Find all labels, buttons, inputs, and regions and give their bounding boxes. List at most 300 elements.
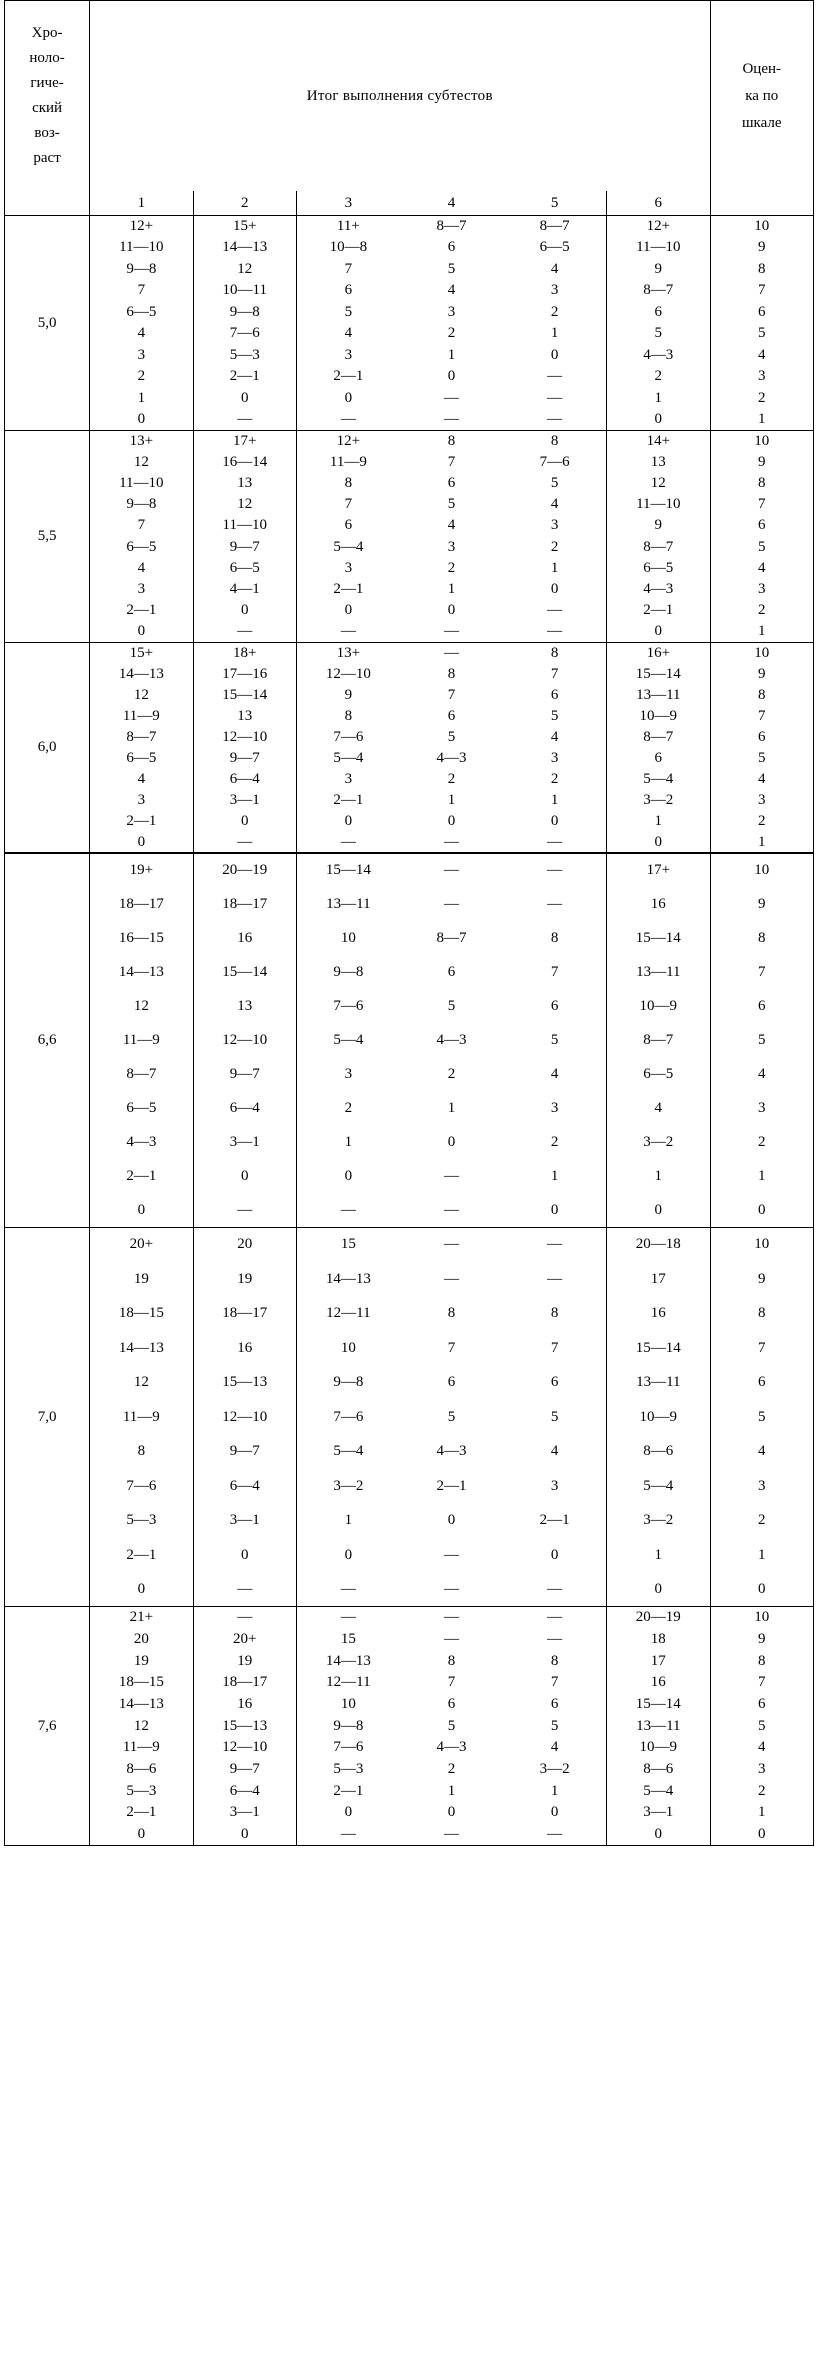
subtest-value-cell: 2—1 — [90, 600, 193, 621]
scale-score-cell: 3 — [710, 1091, 814, 1125]
subtest-value-cell: — — [503, 832, 606, 853]
subtest-value-cell: 12 — [193, 494, 296, 515]
subtest-value-cell: 11+ — [296, 216, 399, 238]
subtest-value-cell: 0 — [503, 1193, 606, 1227]
table-row — [5, 1802, 814, 1824]
subtest-value-cell: 2—1 — [503, 1503, 606, 1538]
scale-column-header: Оцен- ка по шкале — [710, 1, 814, 192]
subtest-value-cell: 0 — [607, 409, 710, 431]
subtest-value-cell: — — [444, 1167, 459, 1184]
subtest-value-cell: 11—9 — [90, 1400, 193, 1435]
subtest-value-cell: — — [400, 1607, 503, 1629]
subtest-value-cell: 0 — [193, 1538, 296, 1573]
subtest-value-cell: 20 — [193, 1227, 296, 1262]
subtest-value-cell: 4 — [447, 282, 456, 299]
subtest-value-cell: 9—7 — [193, 1057, 296, 1091]
subtest-value-cell: 6—5 — [90, 302, 193, 324]
subtest-value-cell: 2 — [447, 325, 456, 342]
subtest-value-cell: 14—13 — [325, 1270, 371, 1287]
subtest-value-cell: 12—10 — [193, 1737, 296, 1759]
scale-score-cell: 10 — [710, 1607, 814, 1629]
subtest-value-cell: 18—15 — [90, 1296, 193, 1331]
scale-score-cell: 10 — [710, 431, 814, 452]
subtest-value-cell: 8 — [344, 707, 353, 724]
subtest-value-cell: 7 — [503, 1672, 606, 1694]
subtest-value-cell: 1 — [607, 811, 710, 832]
subtest-value-cell: 4—3 — [607, 579, 710, 600]
age-column-header: Хро- ноло- гиче- ский воз- раст — [5, 1, 90, 192]
subtest-value-cell: 2 — [90, 366, 193, 388]
subtest-value-cell: 19+ — [90, 853, 193, 887]
scale-score-cell: 9 — [710, 237, 814, 259]
subtest-value-cell: 18—17 — [90, 887, 193, 921]
scale-score-cell: 0 — [710, 1572, 814, 1607]
table-row — [5, 1193, 814, 1227]
scale-score-cell: 2 — [710, 600, 814, 621]
subtest-value-cell: 7 — [90, 280, 193, 302]
subtest-value-cell: 14—13 — [90, 1694, 193, 1716]
table-row — [5, 621, 814, 642]
subtest-value-cell: 3 — [90, 790, 193, 811]
subtest-value-cell: 2—1 — [333, 792, 364, 809]
subtest-value-cell: 16+ — [607, 642, 710, 663]
table-row — [5, 237, 814, 259]
subtest-value-cell: — — [193, 409, 296, 431]
table-row — [5, 280, 814, 302]
subtest-value-cell: 8—7 — [400, 216, 503, 238]
subtest-value-cell: 13—11 — [607, 955, 710, 989]
table-row — [5, 1538, 814, 1573]
subtest-value-cell: 6 — [503, 685, 606, 706]
scale-score-cell: 4 — [710, 345, 814, 367]
subtest-value-cell: 0 — [447, 1133, 456, 1150]
scale-score-cell: 9 — [710, 663, 814, 684]
subtest-value-cell: 5 — [607, 323, 710, 345]
age-cell: 7,0 — [5, 1227, 90, 1607]
scale-score-cell: 4 — [710, 558, 814, 579]
subtest-value-cell: 6 — [344, 517, 353, 534]
subtest-value-cell: 9—8 — [193, 302, 296, 324]
subtest-value-cell: 13 — [193, 473, 296, 494]
scale-score-cell: 3 — [710, 790, 814, 811]
subtest-value-cell: 3 — [344, 1065, 353, 1082]
subtest-value-cell: — — [400, 642, 503, 663]
subtest-value-cell: 12—11 — [326, 1674, 371, 1691]
subtest-value-cell: 7—6 — [193, 323, 296, 345]
subtest-value-cell: 5 — [344, 303, 353, 320]
scale-score-cell: 7 — [710, 494, 814, 515]
scale-score-cell: 1 — [710, 1159, 814, 1193]
scale-score-cell: 1 — [710, 832, 814, 853]
subtest-value-cell: 1 — [344, 1133, 353, 1150]
subtest-value-cell: 1 — [447, 1099, 456, 1116]
subtest-value-cell: 6 — [447, 963, 456, 980]
subtest-value-cell: 12—10 — [193, 727, 296, 748]
table-row — [5, 921, 814, 955]
scale-score-cell: 6 — [710, 1365, 814, 1400]
subtest-value-cell: — — [444, 1270, 459, 1287]
subtest-value-cell: 0 — [193, 600, 296, 621]
scale-score-cell: 2 — [710, 811, 814, 832]
subtests-title: Итог выполнения субтестов — [90, 1, 710, 192]
subtest-value-cell: 2 — [503, 302, 606, 324]
scale-score-cell: 2 — [710, 1503, 814, 1538]
subtest-value-cell: 3—1 — [193, 1503, 296, 1538]
subtest-value-cell: 9 — [607, 259, 710, 281]
subtest-value-cell: 14—13 — [90, 1331, 193, 1366]
subtest-value-cell: 14—13 — [90, 955, 193, 989]
subtest-value-cell: 0 — [344, 1546, 353, 1563]
subtest-value-cell: 3—1 — [193, 790, 296, 811]
subtest-value-cell: — — [400, 1227, 503, 1262]
subtest-value-cell: 9—7 — [193, 536, 296, 557]
table-row — [5, 853, 814, 887]
subtest-value-cell: 20 — [90, 1629, 193, 1651]
subtest-value-cell: 5—4 — [333, 538, 364, 555]
subtest-value-cell: 0 — [447, 368, 456, 385]
scale-score-cell: 0 — [710, 1824, 814, 1846]
scale-score-cell: 6 — [710, 515, 814, 536]
scale-score-cell: 1 — [710, 409, 814, 431]
subtest-value-cell: 5 — [447, 260, 456, 277]
subtest-value-cell: 2—1 — [90, 811, 193, 832]
subtest-value-cell: 12 — [90, 452, 193, 473]
subtest-value-cell: — — [503, 366, 606, 388]
subtest-value-cell: 3 — [503, 1469, 606, 1504]
subtest-value-cell: 5—3 — [193, 345, 296, 367]
subtest-value-cell: 6—5 — [90, 536, 193, 557]
subtest-value-cell: 19 — [90, 1262, 193, 1297]
subtest-value-cell: 20—19 — [193, 853, 296, 887]
subtest-value-cell: 2—1 — [333, 368, 364, 385]
subtest-value-cell: — — [503, 1824, 606, 1846]
subtest-value-cell: 8—7 — [436, 929, 467, 946]
subtest-value-cell: 0 — [193, 1824, 296, 1846]
subtest-value-cell: 18 — [607, 1629, 710, 1651]
subtest-value-cell: 12—10 — [193, 1023, 296, 1057]
subtest-value-cell: 6 — [503, 1365, 606, 1400]
subtest-value-cell: 7 — [503, 1331, 606, 1366]
subtest-value-cell: 0 — [90, 1572, 193, 1607]
subtest-value-cell: 15—13 — [193, 1715, 296, 1737]
subtest-value-cell: 4—3 — [436, 1443, 467, 1460]
subtest-value-cell: 5 — [447, 1408, 456, 1425]
subtest-value-cell: 16 — [193, 921, 296, 955]
subtest-value-cell: 19 — [90, 1650, 193, 1672]
subtest-value-cell: 7 — [503, 663, 606, 684]
subtest-value-cell: 13—11 — [607, 1365, 710, 1400]
subtest-value-cell: 5 — [503, 1715, 606, 1737]
subtest-value-cell: 6 — [447, 239, 456, 256]
scale-score-cell: 9 — [710, 1262, 814, 1297]
table-row — [5, 832, 814, 853]
subtest-value-cell: 8 — [447, 1652, 456, 1669]
subtest-value-cell: — — [400, 1193, 503, 1227]
subtest-value-cell: 8—7 — [90, 727, 193, 748]
subtest-value-cell: 18—17 — [193, 1296, 296, 1331]
subtest-value-cell: 0 — [90, 409, 193, 431]
subtest-value-cell: 12 — [90, 1715, 193, 1737]
subtest-value-cell: 15+ — [193, 216, 296, 238]
subtest-value-cell: 8 — [503, 1650, 606, 1672]
table-row — [5, 1434, 814, 1469]
subtest-value-cell: 15—14 — [607, 921, 710, 955]
subtest-value-cell: 9—8 — [333, 1374, 364, 1391]
table-row — [5, 887, 814, 921]
table-row — [5, 1629, 814, 1651]
subtest-value-cell: 11—10 — [90, 473, 193, 494]
subtest-value-cell: — — [444, 1630, 459, 1647]
table-row — [5, 642, 814, 663]
subtest-value-cell: 1 — [90, 388, 193, 410]
subtest-value-cell: 14—13 — [193, 237, 296, 259]
subtest-value-cell: 4—3 — [90, 1125, 193, 1159]
subtest-value-cell: 8 — [503, 431, 606, 452]
subtest-value-cell: — — [444, 895, 459, 912]
subtest-value-cell: — — [296, 832, 399, 853]
subtest-value-cell: — — [503, 853, 606, 887]
subtest-value-cell: 4 — [90, 769, 193, 790]
subtest-value-cell: 5 — [503, 1400, 606, 1435]
subtest-value-cell: 16—15 — [90, 921, 193, 955]
subtest-value-cell: 11—10 — [607, 237, 710, 259]
subtest-value-cell: 10—9 — [607, 989, 710, 1023]
subtest-value-cell: 1 — [447, 346, 456, 363]
age-header-spacer — [5, 191, 90, 216]
subtest-value-cell: 12 — [90, 989, 193, 1023]
age-cell: 6,6 — [5, 853, 90, 1227]
subtest-value-cell: 4 — [503, 259, 606, 281]
subtest-value-cell: 17 — [607, 1262, 710, 1297]
subtest-value-cell: 19 — [193, 1650, 296, 1672]
subtest-value-cell: 17—16 — [193, 663, 296, 684]
subtest-value-cell: — — [503, 1227, 606, 1262]
subtest-value-cell: 9—7 — [193, 748, 296, 769]
table-row — [5, 769, 814, 790]
scale-score-cell: 3 — [710, 1469, 814, 1504]
subtest-value-cell: 1 — [607, 1538, 710, 1573]
subtest-value-cell: 9—8 — [333, 963, 364, 980]
subtest-value-cell: 4—3 — [436, 749, 467, 766]
scale-score-cell: 7 — [710, 706, 814, 727]
subtest-value-cell: 0 — [344, 1167, 353, 1184]
table-row — [5, 685, 814, 706]
scale-score-cell: 9 — [710, 1629, 814, 1651]
subtest-value-cell: 4—3 — [436, 1031, 467, 1048]
table-row — [5, 259, 814, 281]
subtest-value-cell: 2 — [447, 770, 456, 787]
subtest-value-cell: 12+ — [296, 431, 399, 452]
subtest-value-cell: 14—13 — [90, 663, 193, 684]
subtest-value-cell: 5—4 — [333, 1031, 364, 1048]
table-row — [5, 1262, 814, 1297]
subtest-value-cell: — — [503, 887, 606, 921]
subtest-value-cell: 4 — [503, 1434, 606, 1469]
scale-score-cell: 10 — [710, 642, 814, 663]
subtest-value-cell: 8 — [503, 1296, 606, 1331]
table-row — [5, 727, 814, 748]
subtest-value-cell: 5—3 — [90, 1503, 193, 1538]
subtest-value-cell: — — [296, 1607, 399, 1629]
subtest-value-cell: 8—7 — [607, 280, 710, 302]
subtest-value-cell: 1 — [607, 388, 710, 410]
subtest-value-cell: 4 — [503, 1737, 606, 1759]
subtest-value-cell: 6—5 — [503, 237, 606, 259]
subtest-value-cell: 0 — [503, 1538, 606, 1573]
subtest-value-cell: 15—14 — [296, 853, 399, 887]
table-row — [5, 473, 814, 494]
subtest-value-cell: 8—6 — [607, 1434, 710, 1469]
subtest-value-cell: 13 — [193, 706, 296, 727]
scale-score-cell: 1 — [710, 621, 814, 642]
scale-score-cell: 6 — [710, 727, 814, 748]
scale-score-cell: 4 — [710, 1737, 814, 1759]
subtest-value-cell: 5—4 — [607, 769, 710, 790]
subtest-value-cell: 13 — [193, 989, 296, 1023]
subtest-value-cell: 5 — [447, 728, 456, 745]
subtest-value-cell: 7—6 — [333, 728, 364, 745]
subtest-value-cell: 6 — [607, 748, 710, 769]
subtest-value-cell: 7—6 — [503, 452, 606, 473]
subtest-value-cell: 5 — [447, 997, 456, 1014]
subtest-value-cell: 0 — [344, 1804, 353, 1821]
subtest-value-cell: 9—7 — [193, 1759, 296, 1781]
subtest-value-cell: 6—4 — [193, 769, 296, 790]
subtest-value-cell: — — [193, 1607, 296, 1629]
subtest-value-cell: 16 — [193, 1331, 296, 1366]
scale-score-cell: 2 — [710, 1125, 814, 1159]
subtest-value-cell: 3—2 — [503, 1759, 606, 1781]
subtest-value-cell: 13+ — [296, 642, 399, 663]
subtest-value-cell: 2 — [344, 1099, 353, 1116]
subtest-value-cell: 8 — [503, 642, 606, 663]
subtest-value-cell: 3 — [503, 748, 606, 769]
subtest-number: 1 — [90, 191, 193, 216]
scale-score-cell: 6 — [710, 989, 814, 1023]
subtest-value-cell: 4 — [607, 1091, 710, 1125]
subtest-value-cell: 18—15 — [90, 1672, 193, 1694]
subtest-value-cell: 0 — [193, 1159, 296, 1193]
table-row — [5, 1737, 814, 1759]
norms-table — [4, 0, 814, 1846]
subtest-number: 4 — [400, 191, 503, 216]
subtest-value-cell: 3 — [344, 346, 353, 363]
subtest-value-cell: 10 — [340, 1695, 356, 1712]
table-row — [5, 1694, 814, 1716]
subtest-value-cell: 16 — [607, 887, 710, 921]
table-row — [5, 1469, 814, 1504]
subtest-value-cell: 3 — [447, 538, 456, 555]
subtest-value-cell: 2 — [447, 1065, 456, 1082]
subtest-value-cell: 13+ — [90, 431, 193, 452]
subtest-value-cell: 2 — [447, 1760, 456, 1777]
table-row — [5, 1715, 814, 1737]
subtest-value-cell: 13 — [607, 452, 710, 473]
table-row — [5, 1365, 814, 1400]
table-row — [5, 1227, 814, 1262]
subtest-value-cell: 11—9 — [329, 453, 367, 470]
table-row — [5, 1650, 814, 1672]
table-row — [5, 452, 814, 473]
subtest-value-cell: 4—1 — [193, 579, 296, 600]
subtest-value-cell: 19 — [193, 1262, 296, 1297]
table-row — [5, 600, 814, 621]
subtest-value-cell: 0 — [447, 813, 456, 830]
subtest-value-cell: 3—2 — [607, 1125, 710, 1159]
subtest-value-cell: — — [400, 832, 503, 853]
subtest-value-cell: 17+ — [607, 853, 710, 887]
scale-score-cell: 8 — [710, 685, 814, 706]
scale-score-cell: 8 — [710, 921, 814, 955]
subtest-value-cell: 15—14 — [193, 685, 296, 706]
subtest-value-cell: — — [503, 600, 606, 621]
subtest-value-cell: 0 — [607, 832, 710, 853]
subtest-value-cell: 0 — [447, 1804, 456, 1821]
subtest-value-cell: 1 — [447, 792, 456, 809]
age-cell: 6,0 — [5, 642, 90, 853]
subtest-value-cell: 12+ — [90, 216, 193, 238]
subtest-value-cell: 5—4 — [607, 1780, 710, 1802]
scale-score-cell: 10 — [710, 216, 814, 238]
subtest-value-cell: 0 — [607, 1824, 710, 1846]
subtest-value-cell: 9—8 — [333, 1717, 364, 1734]
subtest-value-cell: 16 — [193, 1694, 296, 1716]
subtest-value-cell: 2—1 — [90, 1159, 193, 1193]
subtest-value-cell: 6—5 — [193, 558, 296, 579]
scale-score-cell: 1 — [710, 1538, 814, 1573]
subtest-value-cell: 0 — [90, 1193, 193, 1227]
subtest-value-cell: 10—8 — [329, 239, 368, 256]
subtest-value-cell: 5 — [503, 1023, 606, 1057]
subtest-value-cell: — — [503, 409, 606, 431]
table-row — [5, 579, 814, 600]
subtest-value-cell: 8—6 — [607, 1759, 710, 1781]
subtest-value-cell: 11—9 — [90, 1737, 193, 1759]
subtest-value-cell: 1 — [503, 323, 606, 345]
subtest-value-cell: 9—7 — [193, 1434, 296, 1469]
table-row — [5, 1159, 814, 1193]
subtest-value-cell: 14—13 — [325, 1652, 371, 1669]
subtest-value-cell: 11—9 — [90, 706, 193, 727]
table-row — [5, 388, 814, 410]
subtest-value-cell: 6 — [447, 1695, 456, 1712]
subtest-value-cell: 2 — [447, 559, 456, 576]
subtest-value-cell: 6—5 — [90, 1091, 193, 1125]
subtest-value-cell: 5—3 — [333, 1760, 364, 1777]
subtest-value-cell: 8 — [503, 921, 606, 955]
subtest-value-cell: — — [503, 1607, 606, 1629]
subtest-value-cell: 15 — [296, 1227, 399, 1262]
table-row — [5, 302, 814, 324]
subtest-value-cell: 11—10 — [193, 515, 296, 536]
subtest-value-cell: 5 — [447, 1717, 456, 1734]
subtest-value-cell: 12—10 — [193, 1400, 296, 1435]
subtest-value-cell: 8 — [400, 431, 503, 452]
subtest-value-cell: 5 — [447, 496, 456, 513]
subtest-value-cell: 20+ — [90, 1227, 193, 1262]
table-row — [5, 989, 814, 1023]
subtest-value-cell: — — [400, 1824, 503, 1846]
scale-score-cell: 5 — [710, 748, 814, 769]
subtest-value-cell: 20—19 — [607, 1607, 710, 1629]
subtest-value-cell: 8 — [447, 665, 456, 682]
table-row — [5, 706, 814, 727]
subtest-value-cell: 15—14 — [193, 955, 296, 989]
table-row — [5, 1780, 814, 1802]
subtest-value-cell: 17+ — [193, 431, 296, 452]
scale-score-cell: 5 — [710, 536, 814, 557]
scale-score-cell: 7 — [710, 280, 814, 302]
